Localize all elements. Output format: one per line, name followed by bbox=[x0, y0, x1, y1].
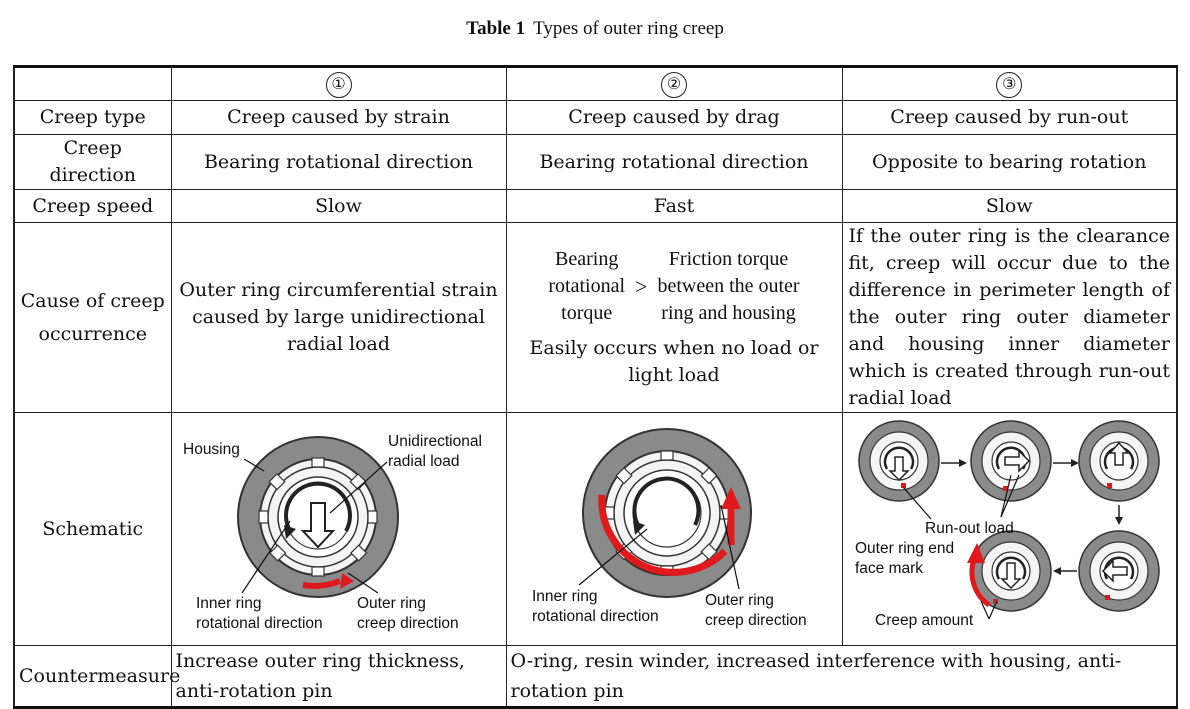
column-number-3: ③ bbox=[996, 72, 1022, 98]
creep-amount-label: Creep amount bbox=[874, 612, 973, 629]
table-caption bbox=[0, 18, 1190, 40]
table-header-row bbox=[14, 67, 1177, 101]
torque-right-line: Friction torque bbox=[668, 248, 789, 270]
countermeasure-drag-runout: O-ring, resin winder, increased interference with housing, anti-rotation pin bbox=[506, 646, 1177, 708]
bearing-step-2 bbox=[971, 421, 1051, 501]
bearing-step-4 bbox=[1079, 531, 1159, 611]
header-empty-cell bbox=[14, 67, 171, 101]
torque-comparison bbox=[511, 246, 838, 327]
table-cell: Creep caused by drag bbox=[506, 101, 842, 135]
runout-diagram bbox=[843, 413, 1178, 637]
table-row bbox=[14, 413, 1177, 646]
caption-title: Types of outer ring creep bbox=[533, 18, 724, 39]
table-row bbox=[14, 190, 1177, 223]
row-label-countermeasure: Countermeasure bbox=[14, 646, 171, 708]
row-label-creep-speed: Creep speed bbox=[14, 190, 171, 223]
cause-strain-cell bbox=[171, 223, 506, 413]
greater-than-symbol: > bbox=[635, 274, 648, 299]
end-face-mark-label-2: face mark bbox=[854, 560, 923, 577]
header-col-3 bbox=[842, 67, 1177, 101]
table-cell: Creep caused by strain bbox=[171, 101, 506, 135]
cause-drag-cell bbox=[506, 223, 842, 413]
table-row bbox=[14, 101, 1177, 135]
schematic-runout bbox=[842, 413, 1177, 646]
outer-ring-label-1: Outer ring bbox=[356, 595, 426, 612]
cause-label-line2: occurrence bbox=[38, 322, 147, 345]
torque-right-line: ring and housing bbox=[661, 302, 796, 324]
table-cell: Opposite to bearing rotation bbox=[842, 135, 1177, 190]
column-number-1: ① bbox=[326, 72, 352, 98]
friction-torque-label bbox=[657, 246, 799, 327]
load-label-1: Unidirectional bbox=[387, 433, 482, 450]
outer-ring-label-2: creep direction bbox=[704, 612, 807, 629]
caption-label: Table 1 bbox=[466, 18, 526, 39]
row-label-creep-direction: Creep direction bbox=[14, 135, 171, 190]
outer-ring-label-1: Outer ring bbox=[704, 592, 774, 609]
inner-ring-label-1: Inner ring bbox=[531, 588, 597, 605]
cause-label-line1: Cause of creep bbox=[20, 289, 165, 312]
drag-diagram bbox=[507, 413, 843, 637]
row-label-cause bbox=[14, 223, 171, 413]
load-label-2: radial load bbox=[387, 453, 460, 470]
inner-ring-label-2: rotational direction bbox=[195, 615, 323, 632]
table-cell: Slow bbox=[171, 190, 506, 223]
countermeasure-strain: Increase outer ring thickness, anti-rotation pin bbox=[171, 646, 506, 708]
torque-right-line: between the outer bbox=[657, 275, 800, 297]
bearing-step-1 bbox=[859, 421, 939, 501]
row-label-schematic: Schematic bbox=[14, 413, 171, 646]
schematic-drag bbox=[506, 413, 842, 646]
torque-left-line: Bearing bbox=[555, 248, 619, 270]
header-col-1 bbox=[171, 67, 506, 101]
strain-diagram bbox=[172, 413, 507, 637]
inner-ring-label-2: rotational direction bbox=[531, 608, 659, 625]
torque-left-line: rotational bbox=[548, 275, 626, 297]
creep-types-table bbox=[13, 65, 1178, 709]
table-cell: Fast bbox=[506, 190, 842, 223]
outer-ring-label-2: creep direction bbox=[356, 615, 459, 632]
column-number-2: ② bbox=[661, 72, 687, 98]
bearing-step-3 bbox=[1079, 421, 1159, 501]
table-cell: Bearing rotational direction bbox=[171, 135, 506, 190]
bearing-assembly bbox=[583, 429, 751, 597]
table-row bbox=[14, 646, 1177, 708]
table-row bbox=[14, 223, 1177, 413]
table-row bbox=[14, 135, 1177, 190]
torque-left-line: torque bbox=[561, 302, 613, 324]
housing-label: Housing bbox=[182, 441, 240, 458]
table-cell: Creep caused by run-out bbox=[842, 101, 1177, 135]
header-col-2 bbox=[506, 67, 842, 101]
table-cell: Slow bbox=[842, 190, 1177, 223]
end-face-mark-label-1: Outer ring end bbox=[854, 540, 954, 557]
table-cell: Bearing rotational direction bbox=[506, 135, 842, 190]
inner-ring-label-1: Inner ring bbox=[195, 595, 261, 612]
row-label-creep-type: Creep type bbox=[14, 101, 171, 135]
bearing-step-5 bbox=[967, 531, 1051, 611]
light-load-note: Easily occurs when no load or light load bbox=[529, 337, 819, 386]
cause-strain-text: Outer ring circumferential strain caused by large unidirectional radial load bbox=[179, 279, 498, 355]
bearing-assembly bbox=[238, 437, 398, 597]
cause-runout-text: If the outer ring is the clearance fit, creep will occur due to the difference in perimeter length of the outer ring outer diameter and housing inner diameter which is created through run-out radial load bbox=[842, 223, 1177, 413]
bearing-torque-label bbox=[548, 246, 625, 327]
runout-load-label: Run-out load bbox=[924, 520, 1014, 537]
schematic-strain bbox=[171, 413, 506, 646]
